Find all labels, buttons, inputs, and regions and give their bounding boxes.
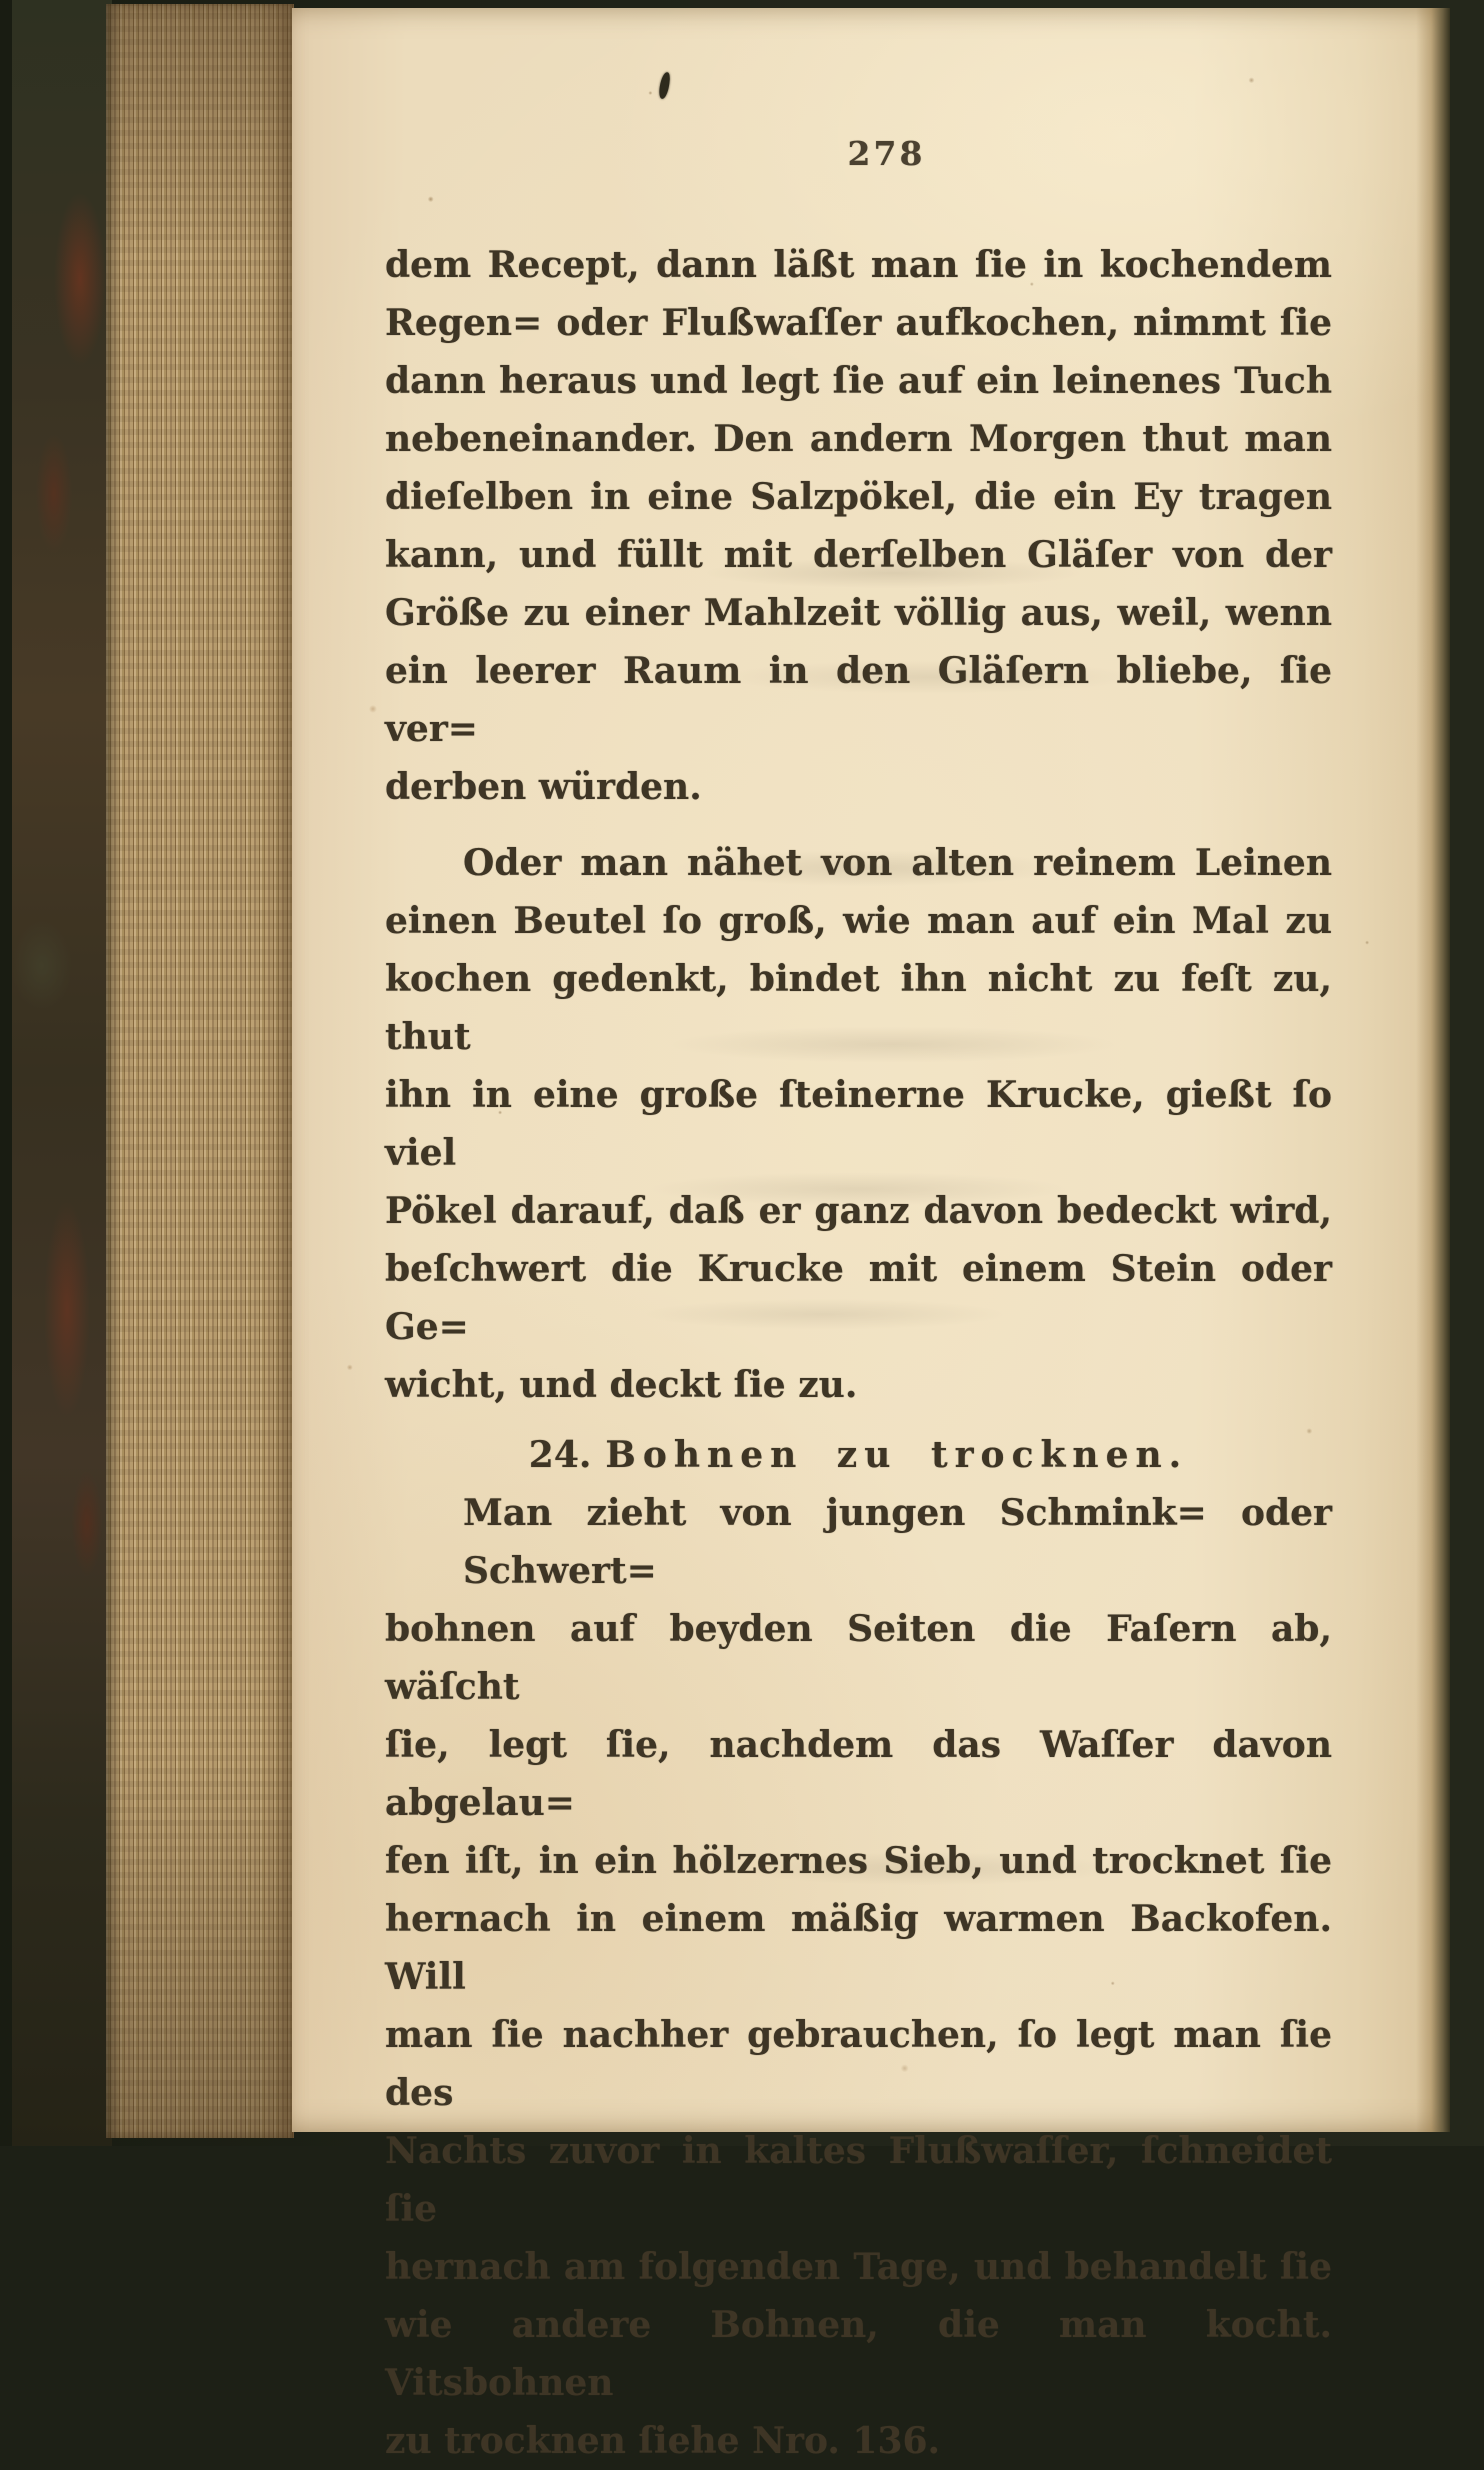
text-line: dann heraus und legt ſie auf ein leinenes Tuch	[385, 360, 1332, 402]
text-line: zu trocknen ſiehe Nro. 136.	[385, 2420, 941, 2462]
paragraph-beans	[385, 1484, 1332, 2470]
text-line: Nachts zuvor in kaltes Flußwaſſer, ſchneidet ſie	[385, 2130, 1332, 2230]
text-line: ſie, legt ſie, nachdem das Waſſer davon abgelau=	[385, 1724, 1332, 1824]
book-page	[292, 8, 1448, 2462]
text-line: ihn in eine große ſteinerne Krucke, gießt ſo viel	[385, 1074, 1332, 1174]
text-line: einen Beutel ſo groß, wie man auf ein Mal zu	[385, 900, 1332, 942]
text-line: fen iſt, in ein hölzernes Sieb, und trocknet ſie	[385, 1840, 1332, 1882]
gutter-shadow	[1416, 8, 1450, 2132]
text-line: Regen= oder Flußwaſſer aufkochen, nimmt ſie	[385, 302, 1332, 344]
section-title: Bohnen zu trocknen.	[605, 1434, 1189, 1476]
text-line: man ſie nachher gebrauchen, ſo legt man ſie des	[385, 2014, 1332, 2114]
text-line: ein leerer Raum in den Gläſern bliebe, ſie ver=	[385, 650, 1332, 750]
page-edge-stack	[106, 4, 294, 2138]
text-line: Pökel darauf, daß er ganz davon bedeckt wird,	[385, 1190, 1332, 1232]
ink-mark	[658, 71, 671, 99]
text-line: Größe zu einer Mahlzeit völlig aus, weil, wenn	[385, 592, 1332, 634]
text-line: kann, und füllt mit derſelben Gläſer von der	[385, 534, 1332, 576]
text-line: hernach am folgenden Tage, und behandelt ſie	[385, 2246, 1332, 2288]
text-line: hernach in einem mäßig warmen Backofen. Will	[385, 1898, 1332, 1998]
paragraph-bag	[385, 834, 1332, 1414]
section-heading	[385, 1426, 1332, 1484]
section-number: 24.	[528, 1434, 592, 1476]
page-number: 278	[847, 134, 926, 173]
text-line: kochen gedenkt, bindet ihn nicht zu feſt zu, thut	[385, 958, 1332, 1058]
text-line: dieſelben in eine Salzpökel, die ein Ey tragen	[385, 476, 1332, 518]
book-cover-spine	[12, 0, 112, 2146]
text-line: dem Recept, dann läßt man ſie in kochendem	[385, 244, 1332, 286]
text-line: wicht, und deckt ſie zu.	[385, 1364, 858, 1406]
text-line: wie andere Bohnen, die man kocht. Vitsbohnen	[385, 2304, 1332, 2404]
page-text	[385, 236, 1332, 2470]
text-line: Man zieht von jungen Schmink= oder Schwert=	[463, 1492, 1332, 1592]
text-line: Oder man nähet von alten reinem Leinen	[463, 842, 1332, 884]
text-line: derben würden.	[385, 766, 702, 808]
text-line: beſchwert die Krucke mit einem Stein oder Ge=	[385, 1248, 1332, 1348]
text-line: bohnen auf beyden Seiten die Faſern ab, wäſcht	[385, 1608, 1332, 1708]
text-line: nebeneinander. Den andern Morgen thut man	[385, 418, 1332, 460]
paragraph-pickling	[385, 236, 1332, 816]
